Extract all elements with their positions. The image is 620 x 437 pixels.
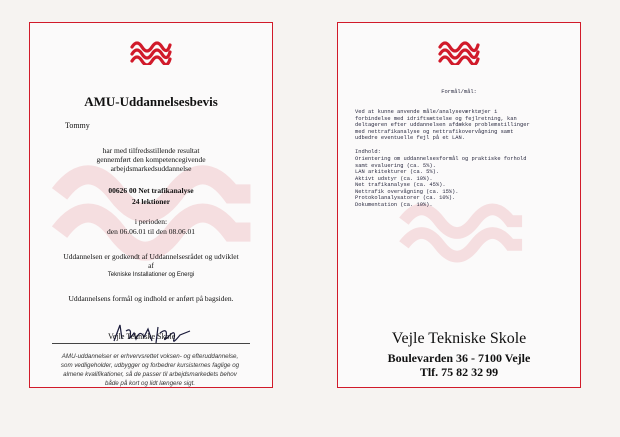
period-label: i perioden: [134,217,168,226]
content-line-8: Dokumentation (ca. 10%). [355,201,433,208]
certificate-back-page [337,22,581,388]
content-line-5: Net trafikanalyse (ca. 45%). [355,182,446,188]
certificate-title: AMU-Uddannelsesbevis [84,94,218,109]
recipient-name: Tommy [65,121,90,130]
purpose-heading: Formål/mål: [441,89,477,95]
intro-line-1: har med tilfredsstillende resultat [102,146,200,155]
content-line-3: LAN arkitekturer (ca. 5%). [355,169,440,175]
content-line-4: Aktivt udstyr (ca. 10%). [355,175,433,182]
school-name: Vejle Tekniske Skole [391,330,527,347]
school-phone: Tlf. 75 82 32 99 [419,365,499,379]
school-logo-icon [437,37,481,65]
course-lessons: 24 lektioner [131,197,171,206]
purpose-line-1: Ved at kunne anvende måle/analyseværktøjer i [355,109,498,115]
school-logo-icon [129,37,173,65]
purpose-note: Uddannelsens formål og indhold er anført på bagsiden. [68,294,234,303]
content-line-6: Nettrafik overvågning (ca. 15%). [355,188,459,195]
approval-line-2: af [148,261,154,270]
approval-line-1: Uddannelsen er godkendt af Uddannelsesrådet og udviklet [63,252,239,261]
period-dates: den 06.06.01 til den 08.06.01 [107,227,195,236]
purpose-line-2: forbindelse med idriftsættelse og fejlretning, kan [355,115,517,122]
intro-line-3: arbejdsmarkedsuddannelse [110,164,192,173]
content-line-2: samt evaluering (ca. 5%). [355,162,436,169]
content-heading: Indhold: [355,149,381,155]
signer-name: Vejle Tekniske Skole [108,332,176,341]
certificate-front-page [29,22,273,388]
certificate-footer: AMU-uddannelser er erhvervsrettet voksen- og efteruddannelse, som vedligeholder, udbygger og forbedrer kursisternes faglige og almene kvalifikationer, så de passer til arbejdsmarkedets behov både på kort og lidt længere sigt. [60,353,240,387]
content-line-1: Orientering om uddannelsesformål og praktiske forhold [355,156,527,162]
purpose-line-4: med nettrafikanalyse og nettrafikovervågning samt [355,128,514,135]
council-name: Tekniske Installationer og Energi [107,272,195,278]
signature-line [52,343,250,344]
purpose-line-5: udbedre eventuelle fejl på et LAN. [355,135,465,141]
content-line-7: Protokolanalysatorer (ca. 10%). [355,195,456,201]
course-title: 00626 00 Net trafikanalyse [108,186,194,195]
school-address: Boulevarden 36 - 7100 Vejle [387,351,531,365]
purpose-line-3: deltageren efter uddannelsen afdække problemstillinger [355,122,530,128]
intro-line-2: gennemført den kompetencegivende [96,155,206,164]
